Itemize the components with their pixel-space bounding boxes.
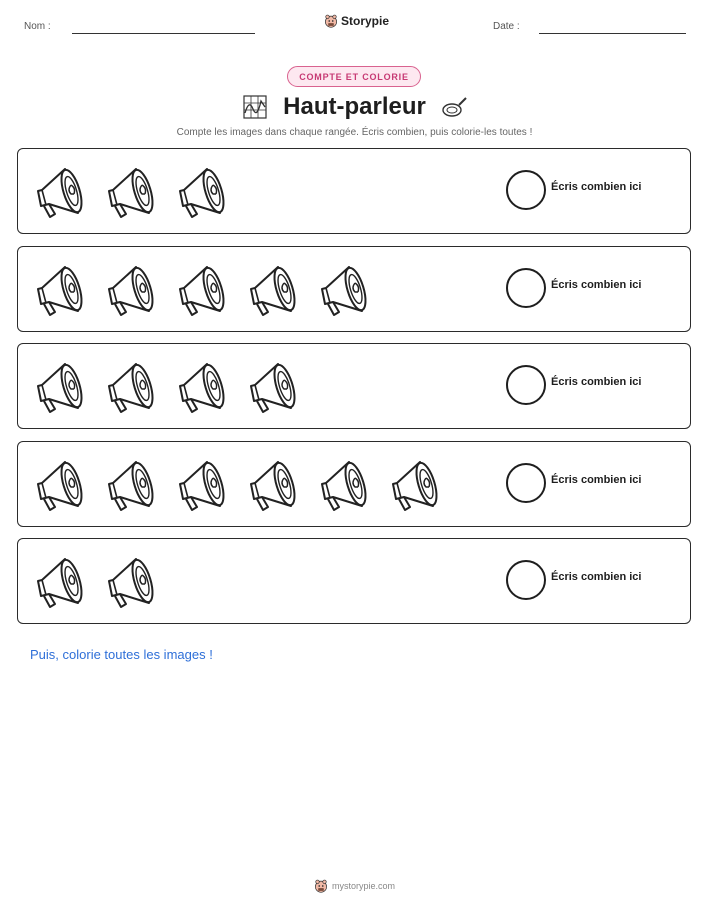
date-line[interactable] xyxy=(539,33,686,34)
brand-name: Storypie xyxy=(341,14,390,28)
name-label: Nom : xyxy=(24,21,51,32)
count-row xyxy=(17,148,691,234)
brand-logo xyxy=(324,14,389,28)
answer-label: Écris combien ici xyxy=(551,571,642,583)
megaphone-icon[interactable] xyxy=(101,259,161,319)
activity-badge: COMPTE ET COLORIE xyxy=(287,66,421,87)
frying-pan-icon xyxy=(440,93,468,121)
site-url: mystorypie.com xyxy=(331,881,395,891)
answer-circle[interactable] xyxy=(506,463,546,503)
megaphone-icon[interactable] xyxy=(30,161,90,221)
answer-circle[interactable] xyxy=(506,268,546,308)
mascot-icon xyxy=(314,879,328,893)
megaphone-icon[interactable] xyxy=(243,454,303,514)
mascot-icon xyxy=(324,14,338,28)
count-row xyxy=(17,538,691,624)
footer-note: Puis, colorie toutes les images ! xyxy=(30,647,213,662)
megaphone-icon[interactable] xyxy=(101,356,161,416)
megaphone-icon[interactable] xyxy=(385,454,445,514)
date-label: Date : xyxy=(493,21,520,32)
megaphone-icon[interactable] xyxy=(172,259,232,319)
megaphone-icon[interactable] xyxy=(243,356,303,416)
title-row xyxy=(0,91,709,123)
megaphone-icon[interactable] xyxy=(101,454,161,514)
site-footer xyxy=(0,879,709,893)
page-title: Haut-parleur xyxy=(283,93,426,120)
megaphone-icon[interactable] xyxy=(30,259,90,319)
instructions: Compte les images dans chaque rangée. Écris combien, puis colorie-les toutes ! xyxy=(176,127,533,138)
megaphone-icon[interactable] xyxy=(172,454,232,514)
name-line[interactable] xyxy=(72,33,255,34)
megaphone-icon[interactable] xyxy=(101,161,161,221)
megaphone-icon[interactable] xyxy=(30,551,90,611)
chart-doodle-icon xyxy=(241,93,269,121)
answer-circle[interactable] xyxy=(506,170,546,210)
megaphone-icon[interactable] xyxy=(243,259,303,319)
megaphone-icon[interactable] xyxy=(314,259,374,319)
megaphone-icon[interactable] xyxy=(172,356,232,416)
megaphone-icon[interactable] xyxy=(30,454,90,514)
count-row xyxy=(17,246,691,332)
answer-label: Écris combien ici xyxy=(551,279,642,291)
megaphone-icon[interactable] xyxy=(101,551,161,611)
megaphone-icon[interactable] xyxy=(172,161,232,221)
count-row xyxy=(17,441,691,527)
answer-label: Écris combien ici xyxy=(551,474,642,486)
answer-circle[interactable] xyxy=(506,560,546,600)
answer-label: Écris combien ici xyxy=(551,376,642,388)
megaphone-icon[interactable] xyxy=(314,454,374,514)
answer-circle[interactable] xyxy=(506,365,546,405)
count-row xyxy=(17,343,691,429)
megaphone-icon[interactable] xyxy=(30,356,90,416)
answer-label: Écris combien ici xyxy=(551,181,642,193)
